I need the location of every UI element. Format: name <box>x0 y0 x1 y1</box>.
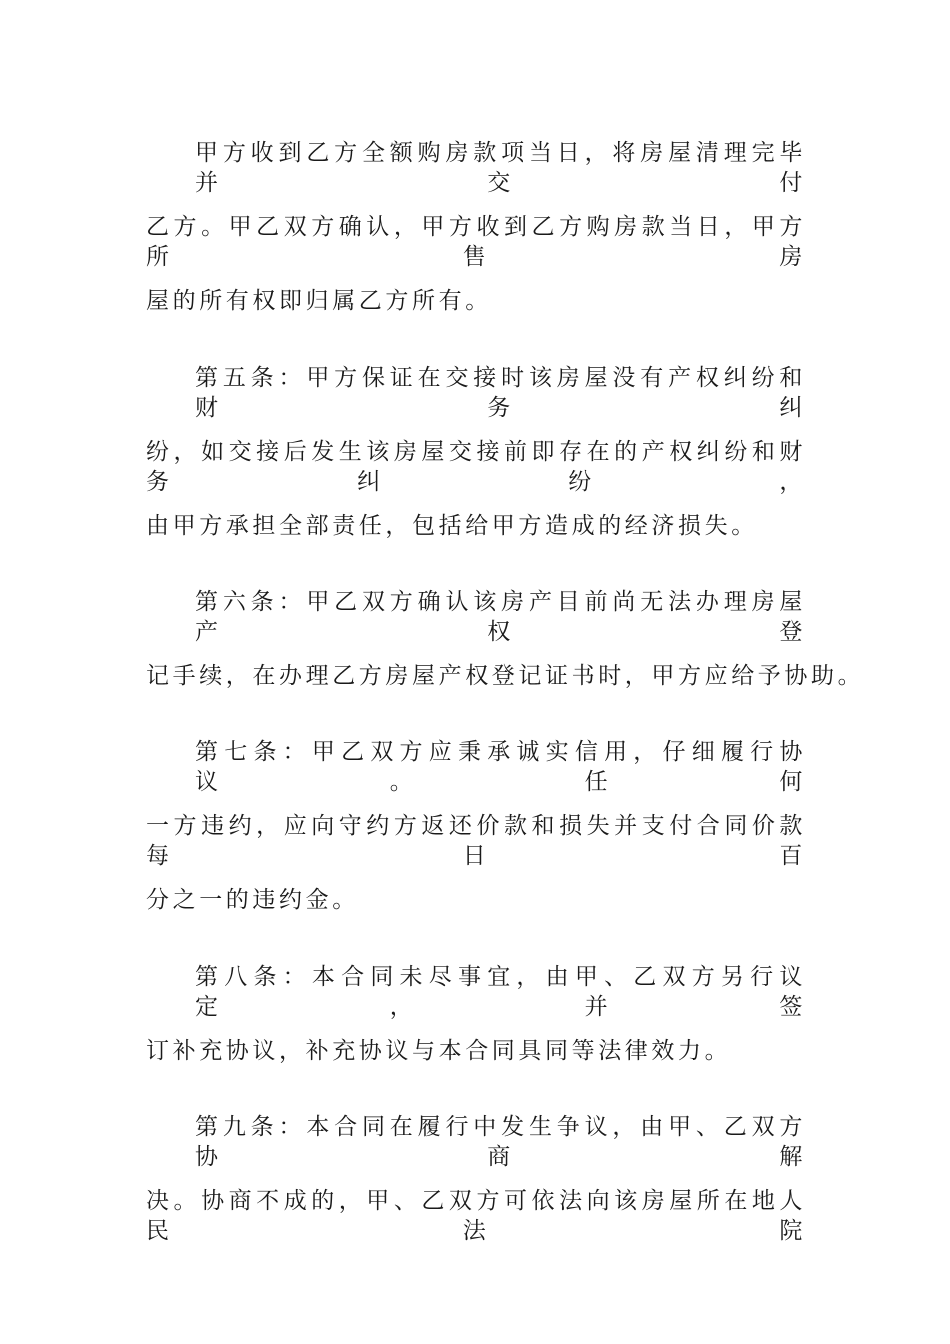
text-line: 决。协商不成的，甲、乙双方可依法向该房屋所在地人民法院 <box>146 1188 806 1244</box>
text-line: 第五条：甲方保证在交接时该房屋没有产权纠纷和财务纠 <box>195 365 806 421</box>
text-line: 第六条：甲乙双方确认该房产目前尚无法办理房屋产权登 <box>195 589 806 645</box>
text-line: 甲方收到乙方全额购房款项当日，将房屋清理完毕并交付 <box>195 140 806 196</box>
text-line: 第七条：甲乙双方应秉承诚实信用，仔细履行协议。任何 <box>195 739 806 795</box>
text-line: 乙方。甲乙双方确认，甲方收到乙方购房款当日，甲方所售房 <box>146 214 806 270</box>
text-line: 屋的所有权即归属乙方所有。 <box>146 288 492 314</box>
text-line: 记手续，在办理乙方房屋产权登记证书时，甲方应给予协助。 <box>146 663 865 689</box>
text-line: 第九条：本合同在履行中发生争议，由甲、乙双方协商解 <box>195 1114 806 1170</box>
text-line: 一方违约，应向守约方返还价款和损失并支付合同价款每日百 <box>146 813 806 869</box>
text-line: 第八条：本合同未尽事宜，由甲、乙双方另行议定，并签 <box>195 964 806 1020</box>
text-line: 订补充协议，补充协议与本合同具同等法律效力。 <box>146 1038 732 1064</box>
text-line: 纷，如交接后发生该房屋交接前即存在的产权纠纷和财务纠纷， <box>146 439 806 495</box>
text-line: 由甲方承担全部责任，包括给甲方造成的经济损失。 <box>146 513 758 539</box>
text-line: 分之一的违约金。 <box>146 887 359 913</box>
